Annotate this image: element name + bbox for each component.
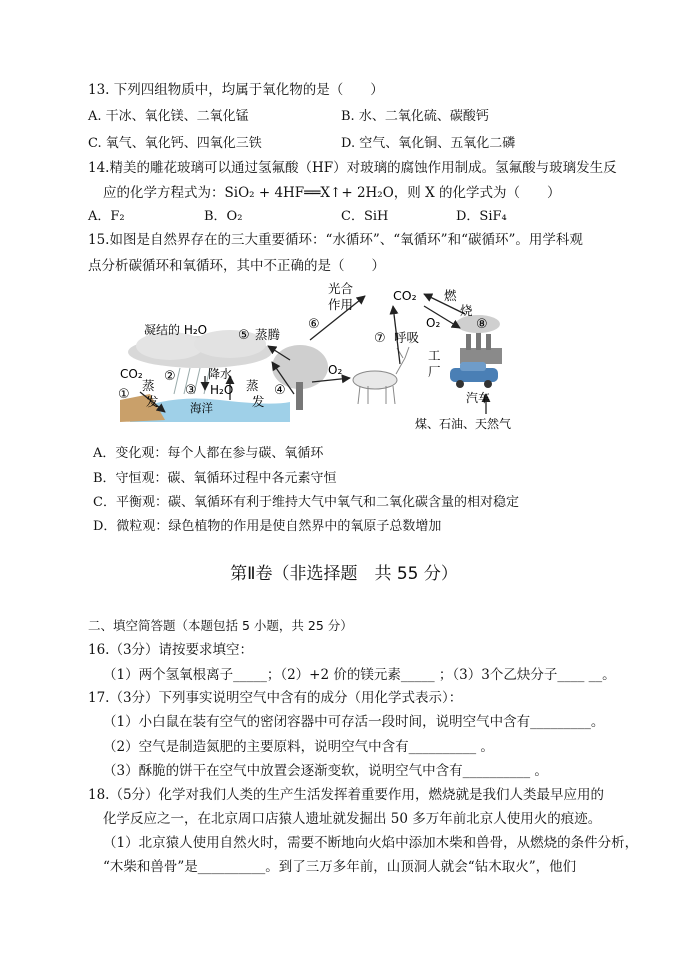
tree-trunk [296,382,303,410]
q15-option-c: C．平衡观：碳、氧循环有利于维持大气中氧气和二氧化碳含量的相对稳定 [93,495,519,510]
label-photosynthesis-2: 作用 [328,297,354,312]
q18-stem-line2: 化学反应之一，在北京周口店猿人遗址就发掘出 50 多万年前北京人使用火的痕迹。 [103,811,602,827]
label-co2-top: CO₂ [393,288,417,303]
q15-option-a: A．变化观：每个人都在参与碳、氧循环 [93,446,324,461]
label-num-2: ② [164,369,176,384]
q14-option-a: A．F₂ [88,209,125,224]
q14-stem-line1: 14.精美的雕花玻璃可以通过氢氟酸（HF）对玻璃的腐蚀作用制成。氢氟酸与玻璃发生反 [88,160,617,176]
label-num-3: ③ [185,383,197,398]
q13-option-a: A. 干冰、氧化镁、二氧化锰 [88,109,249,124]
q15-stem-line1: 15.如图是自然界存在的三大重要循环：“水循环”、“氧循环”和“碳循环”。用学科观 [88,232,583,248]
q17-stem: 17.（3分）下列事实说明空气中含有的成分（用化学式表示）： [88,690,463,706]
q14-option-d: D．SiF₄ [456,209,507,224]
label-num-7: ⑦ [374,331,386,346]
q18-part1-line2: “木柴和兽骨”是__________。到了三万多年前，山顶洞人就会“钻木取火”，他们 [103,859,577,875]
label-fuels: 煤、石油、天然气 [415,417,512,431]
label-chang: 厂 [428,364,441,379]
label-condensed-water: 凝结的 H₂O [144,323,208,337]
q18-stem-line1: 18.（5分）化学对我们人类的生产生活发挥着重要作用，燃烧就是我们人类最早应用的 [88,787,605,803]
q15-option-b: B．守恒观：碳、氧循环过程中各元素守恒 [93,471,337,486]
q16-blanks: （1）两个氢氧根离子_____；（2）+2 价的镁元素_____ ；（3）3个乙炔分子____ __。 [103,667,616,683]
q13-stem: 13. 下列四组物质中，均属于氧化物的是（ ） [88,82,384,98]
label-num-1: ① [118,387,130,402]
deer-icon [353,347,409,404]
q17-part2: （2）空气是制造氮肥的主要原料，说明空气中含有__________ 。 [103,739,494,755]
cycle-diagram [110,282,550,434]
label-ocean: 海洋 [190,401,213,415]
label-transpiration: 蒸腾 [255,327,281,342]
q17-part3: （3）酥脆的饼干在空气中放置会逐渐变软，说明空气中含有__________ 。 [103,763,548,779]
label-num-4: ④ [274,383,286,398]
label-h2o: H₂O [210,383,234,397]
label-respiration: 呼吸 [394,330,420,345]
label-co2-left: CO₂ [120,367,143,381]
label-ran: 燃 [444,288,457,303]
q16-stem: 16.（3分）请按要求填空： [88,642,254,658]
section-heading: 二、填空简答题（本题包括 5 小题，共 25 分） [88,618,353,633]
label-zheng-left: 蒸 [142,378,155,393]
part-two-title: 第Ⅱ卷（非选择题 共 55 分） [230,564,458,584]
car-icon [450,362,498,388]
label-num-6: ⑥ [308,317,320,332]
q14-option-c: C．SiH [341,209,389,224]
label-shao: 烧 [460,303,473,318]
q15-option-d: D．微粒观：绿色植物的作用是使自然界中的氧原子总数增加 [93,519,442,534]
label-o2-right: O₂ [426,316,441,330]
label-fa-left: 发 [146,394,159,409]
q14-option-b: B．O₂ [204,209,243,224]
q18-part1-line1: （1）北京猿人使用自然火时，需要不断地向火焰中添加木柴和兽骨，从燃烧的条件分析， [103,835,639,851]
q13-option-b: B. 水、二氧化硫、碳酸钙 [341,109,489,124]
q14-stem-line2: 应的化学方程式为：SiO₂ + 4HF══X↑+ 2H₂O，则 X 的化学式为（ ） [103,185,561,201]
label-num-8: ⑧ [476,317,488,332]
label-photosynthesis-1: 光合 [328,282,354,296]
q13-option-c: C. 氧气、氧化钙、四氧化三铁 [88,136,262,151]
label-gong: 工 [428,348,441,363]
label-o2-mid: O₂ [328,363,343,377]
label-zheng-right: 蒸 [246,378,259,393]
label-num-5: ⑤ [238,328,250,343]
q17-part1: （1）小白鼠在装有空气的密闭容器中可存活一段时间，说明空气中含有_________。 [103,714,605,730]
label-precipitation: 降水 [208,367,233,381]
label-car: 汽车 [466,391,491,405]
q13-option-d: D. 空气、氧化铜、五氧化二磷 [341,136,516,151]
q15-stem-line2: 点分析碳循环和氧循环，其中不正确的是（ ） [88,258,385,274]
label-fa-right: 发 [252,394,265,409]
